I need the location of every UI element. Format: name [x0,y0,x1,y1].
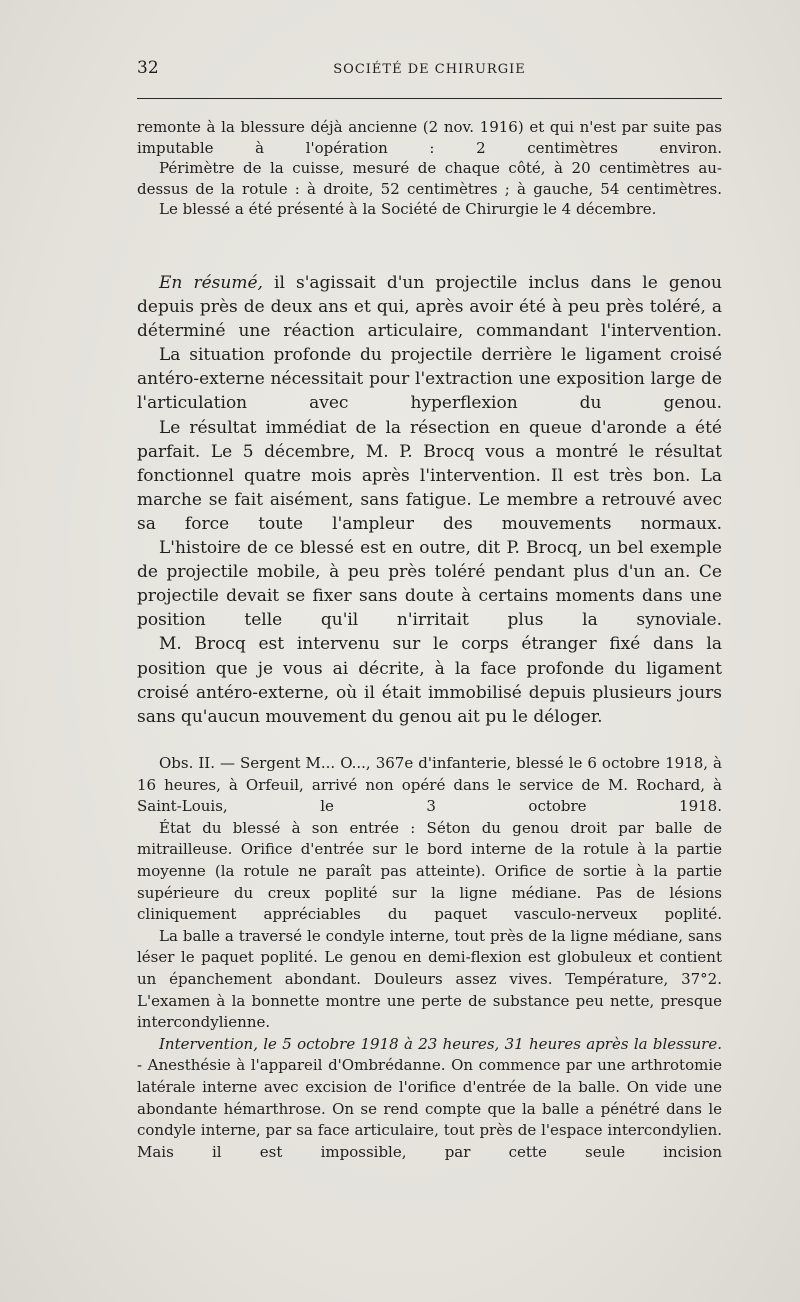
header-rule [137,98,722,99]
observation-ii-section [137,753,722,1163]
intervention-heading: Intervention, le 5 octobre 1918 à 23 heures, 31 heures après la blessure. [159,1034,722,1053]
summary-section [137,271,722,729]
paragraph: Périmètre de la cuisse, mesuré de chaque côté, à 20 centimètres au-dessus de la rotule : à droite, 52 centimètres ; à gauche, 54 centimètres. [137,159,722,198]
observation-label: Obs. II. [159,754,215,772]
paragraph: La situation profonde du projectile derrière le ligament croisé antéro-externe nécessitait pour l'extraction une exposition large de l'articulation avec hyperflexion du genou. [137,345,722,414]
case-observation-continued [137,117,722,220]
summary-lead: En résumé, [159,273,263,293]
paragraph: La balle a traversé le condyle interne, tout près de la ligne médiane, sans léser le paquet poplité. Le genou en demi-flexion est globuleux et contient un épanchement abondant. Douleurs assez vives. Température, 37°2. L'examen à la bonnette montre une perte de substance peu nette, presque intercondylienne. [137,926,722,1032]
summary-text: il s'agissait d'un projectile inclus dans le genou depuis près de deux ans et qui, après avoir été à peu près toléré, a déterminé une réaction articulaire, commandant l'intervention. [137,273,722,342]
page-number: 32 [137,58,159,78]
paragraph: Le résultat immédiat de la résection en queue d'aronde a été parfait. Le 5 décembre, M. P. Brocq vous a montré le résultat fonctionnel quatre mois après l'intervention. Il est très bon. La marche se fait aisément, sans fatigue. Le membre a retrouvé avec sa force toute l'ampleur des mouvements normaux. [137,417,722,534]
observation-text: — Sergent M... O..., 367e d'infanterie, blessé le 6 octobre 1918, à 16 heures, à Orfeuil, arrivé non opéré dans le service de M. Rochard, à Saint-Louis, le 3 octobre 1918. [137,754,722,816]
paragraph: Le blessé a été présenté à la Société de Chirurgie le 4 décembre. [159,200,657,218]
paragraph: M. Brocq est intervenu sur le corps étranger fixé dans la position que je vous ai décrite, à la face profonde du ligament croisé antéro-externe, où il était immobilisé depuis plusieurs jours sans qu'aucun mouvement du genou ait pu le déloger. [137,634,722,727]
running-title: SOCIÉTÉ DE CHIRURGIE [333,62,526,77]
page-header [137,58,722,82]
observation-intro [137,753,722,818]
paragraph: L'histoire de ce blessé est en outre, dit P. Brocq, un bel exemple de projectile mobile, à peu près toléré pendant plus d'un an. Ce projectile devait se fixer sans doute à certains moments dans une position telle qu'il n'irritait plus la synoviale. [137,538,722,631]
paragraph: remonte à la blessure déjà ancienne (2 nov. 1916) et qui n'est par suite pas imputable à l'opération : 2 centimètres environ. [137,118,722,157]
intervention-text: - Anesthésie à l'appareil d'Ombrédanne. On commence par une arthrotomie latérale interne avec excision de l'orifice d'entrée de la balle. On vide une abondante hémarthrose. On se rend compte que la balle a pénétré dans le condyle interne, par sa face articulaire, tout près de l'espace intercondylien. Mais il est impossible, par cette seule incision [137,1056,722,1161]
paragraph: État du blessé à son entrée : Séton du genou droit par balle de mitrailleuse. Orifice d'entrée sur le bord interne de la rotule à la partie moyenne (la rotule ne paraît pas atteinte). Orifice de sortie à la partie supérieure du creux poplité sur la ligne médiane. Pas de lésions cliniquement appréciables du paquet vasculo-nerveux poplité. [137,818,722,924]
summary-paragraph [137,271,722,343]
